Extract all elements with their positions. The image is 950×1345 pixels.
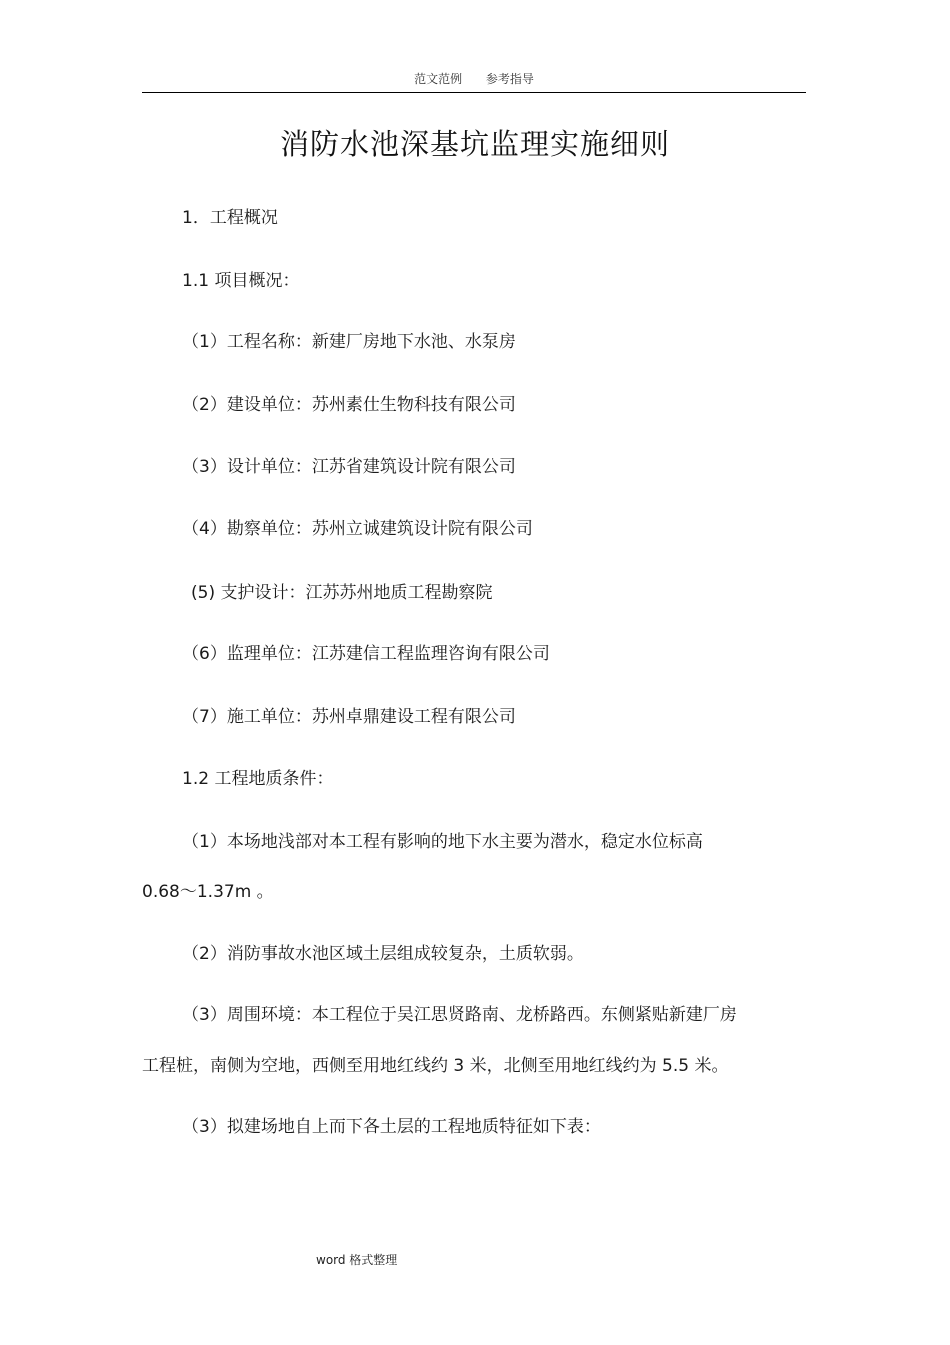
subsection-heading-1-2: 1.2 工程地质条件：	[182, 769, 334, 789]
page-footer: word 格式整理	[316, 1253, 398, 1267]
geology-paragraph-2: （2）消防事故水池区域土层组成较复杂，土质软弱。	[182, 944, 584, 964]
geology-paragraph-3-line-1: （3）周围环境：本工程位于吴江思贤路南、龙桥路西。东侧紧贴新建厂房	[182, 1005, 737, 1025]
geology-paragraph-3-line-2: 工程桩，南侧为空地，西侧至用地红线约 3 米，北侧至用地红线约为 5.5 米。	[142, 1056, 729, 1076]
project-item-contractor: （7）施工单位：苏州卓鼎建设工程有限公司	[182, 707, 516, 727]
section-heading-1: 1．工程概况	[182, 208, 278, 228]
geology-paragraph-1-line-1: （1）本场地浅部对本工程有影响的地下水主要为潜水，稳定水位标高	[182, 832, 703, 852]
project-item-support-design: (5) 支护设计：江苏苏州地质工程勘察院	[191, 583, 493, 603]
document-title: 消防水池深基坑监理实施细则	[279, 127, 670, 161]
geology-paragraph-4: （3）拟建场地自上而下各土层的工程地质特征如下表：	[182, 1117, 601, 1137]
subsection-heading-1-1: 1.1 项目概况：	[182, 271, 300, 291]
project-item-supervisor: （6）监理单位：江苏建信工程监理咨询有限公司	[182, 644, 550, 664]
geology-paragraph-1-line-2: 0.68～1.37m 。	[142, 882, 274, 902]
header-left-text: 范文范例	[414, 72, 463, 86]
project-item-name: （1）工程名称：新建厂房地下水池、水泵房	[182, 332, 516, 352]
project-item-owner: （2）建设单位：苏州素仕生物科技有限公司	[182, 395, 516, 415]
project-item-designer: （3）设计单位：江苏省建筑设计院有限公司	[182, 457, 516, 477]
page-header	[142, 70, 806, 93]
project-item-surveyor: （4）勘察单位：苏州立诚建筑设计院有限公司	[182, 519, 533, 539]
header-right-text: 参考指导	[485, 72, 534, 86]
